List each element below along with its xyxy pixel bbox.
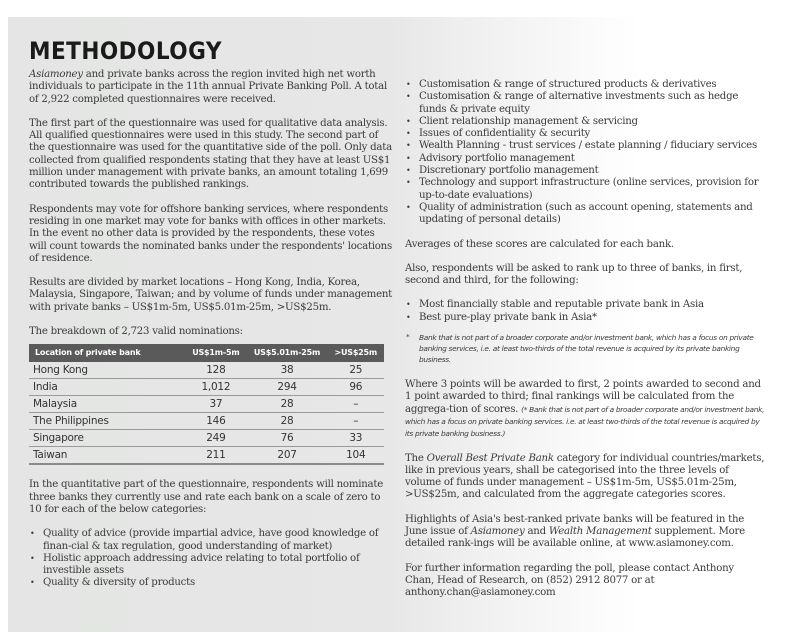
list-item: • Technology and support infrastructure (online services, provision for up-to-date evaluations): [405, 177, 765, 202]
list-item: • Most financially stable and reputable private bank in Asia: [405, 299, 765, 311]
table-row: The Philippines 146 28 –: [29, 413, 384, 430]
header-tier-2: US$5.01m-25m: [247, 344, 328, 362]
rank-intro-paragraph: Also, respondents will be asked to rank up to three of banks, in first, second and third, for the following:: [405, 262, 743, 287]
header-location: Location of private bank: [29, 344, 185, 362]
contact-paragraph: For further information regarding the poll, please contact Anthony Chan, Head of Research, on (852) 2912 8077 or at anthony.chan@asiamoney.com: [405, 562, 734, 599]
points-paragraph: Where 3 points will be awarded to first, 2 points awarded to second and 1 point awarded to third; final rankings will be calculated from the aggrega-tion of scores. (* Bank that is not part of a broader corporate and/or investment bank, which has a focus on private banking services. i.e. at least two-thirds of the total revenue is acquired by its private banking business.): [405, 379, 765, 439]
list-item: • Client relationship management & servicing: [405, 116, 765, 128]
list-item: • Holistic approach addressing advice relating to total portfolio of investible assets: [29, 553, 394, 578]
table-row: Hong Kong 128 38 25: [29, 362, 384, 379]
highlights-paragraph: Highlights of Asia's best-ranked private banks will be featured in the June issue of Asiamoney and Wealth Management supplement. More detailed rank-ings will be available online, at www.asiamoney.com.: [405, 513, 745, 550]
offshore-paragraph: Respondents may vote for offshore banking services, where respondents residing in one market may vote for banks with offices in other markets. In the event no other data is provided by the respondents, these votes will count towards the nominated banks under the respondents' locations of residence.: [29, 203, 392, 264]
header-tier-1: US$1m-5m: [185, 344, 246, 362]
table-row: Singapore 249 76 33: [29, 430, 384, 447]
quantitative-paragraph: In the quantitative part of the questionnaire, respondents will nominate three banks they currently use and rate each bank on a scale of zero to 10 for each of the below categories:: [29, 479, 383, 515]
table-row: India 1,012 294 96: [29, 379, 384, 396]
breakdown-paragraph: The breakdown of 2,723 valid nominations:: [29, 326, 243, 338]
qualitative-paragraph: The first part of the questionnaire was used for qualitative data analysis. All qualified questionnaires were used in this study. The second part of the questionnaire was used for the quantitative side of the poll. Only data collected from qualified respondents stating that they have at least US$1 million under management with private banks, an amount totaling 1,699 contributed towards the published rankings.: [29, 117, 392, 191]
list-item: • Quality & diversity of products: [29, 577, 394, 589]
rank-list: [405, 299, 765, 324]
right-column: [405, 79, 765, 612]
overall-paragraph: The Overall Best Private Bank category for individual countries/markets, like in previous years, shall be categorised into the three levels of volume of funds under management – US$1m-5m, US$5.01m-25m, >US$25m, and calculated from the aggregate categories scores.: [405, 452, 765, 501]
page-title: METHODOLOGY: [29, 37, 222, 65]
category-list-right: [405, 79, 765, 227]
table-row: Taiwan 211 207 104: [29, 447, 384, 465]
brand-name: Asiamoney: [29, 69, 83, 80]
list-item: • Customisation & range of structured products & derivatives: [405, 79, 765, 91]
category-list-left: [29, 528, 394, 589]
table-row: Malaysia 37 28 –: [29, 396, 384, 413]
left-column: [29, 69, 394, 602]
nominations-table: [29, 344, 384, 465]
list-item: • Best pure-play private bank in Asia*: [405, 312, 765, 324]
footnote: * Bank that is not part of a broader corporate and/or investment bank, which has a focus on private banking services, i.e. at least two-thirds of the total revenue is acquired by its private banking business.: [406, 332, 754, 365]
table-header-row: [29, 344, 384, 362]
list-item: • Quality of administration (such as account opening, statements and updating of personal details): [405, 202, 765, 227]
points-note: (* Bank that is not part of a broader corporate and/or investment bank, which has a focus on private banking services. i.e. at least two-thirds of the total revenue is acquired by its private banking business.): [405, 404, 765, 439]
results-paragraph: Results are divided by market locations – Hong Kong, India, Korea, Malaysia, Singapore, Taiwan; and by volume of funds under management with private banks – US$1m-5m, US$5.01m-25m, >US$25m.: [29, 277, 393, 313]
header-tier-3: >US$25m: [328, 344, 384, 362]
list-item: • Issues of confidentiality & security: [405, 128, 765, 140]
list-item: • Customisation & range of alternative investments such as hedge funds & private equity: [405, 91, 765, 116]
averages-paragraph: Averages of these scores are calculated for each bank.: [405, 238, 674, 250]
list-item: • Discretionary portfolio management: [405, 165, 765, 177]
list-item: • Quality of advice (provide impartial advice, have good knowledge of finan-cial & tax regulation, good understanding of market): [29, 528, 394, 553]
list-item: • Wealth Planning - trust services / estate planning / fiduciary services: [405, 140, 765, 152]
list-item: • Advisory portfolio management: [405, 153, 765, 165]
intro-paragraph: Asiamoney and private banks across the region invited high net worth individuals to participate in the 11th annual Private Banking Poll. A total of 2,922 completed questionnaires were received.: [29, 69, 387, 105]
